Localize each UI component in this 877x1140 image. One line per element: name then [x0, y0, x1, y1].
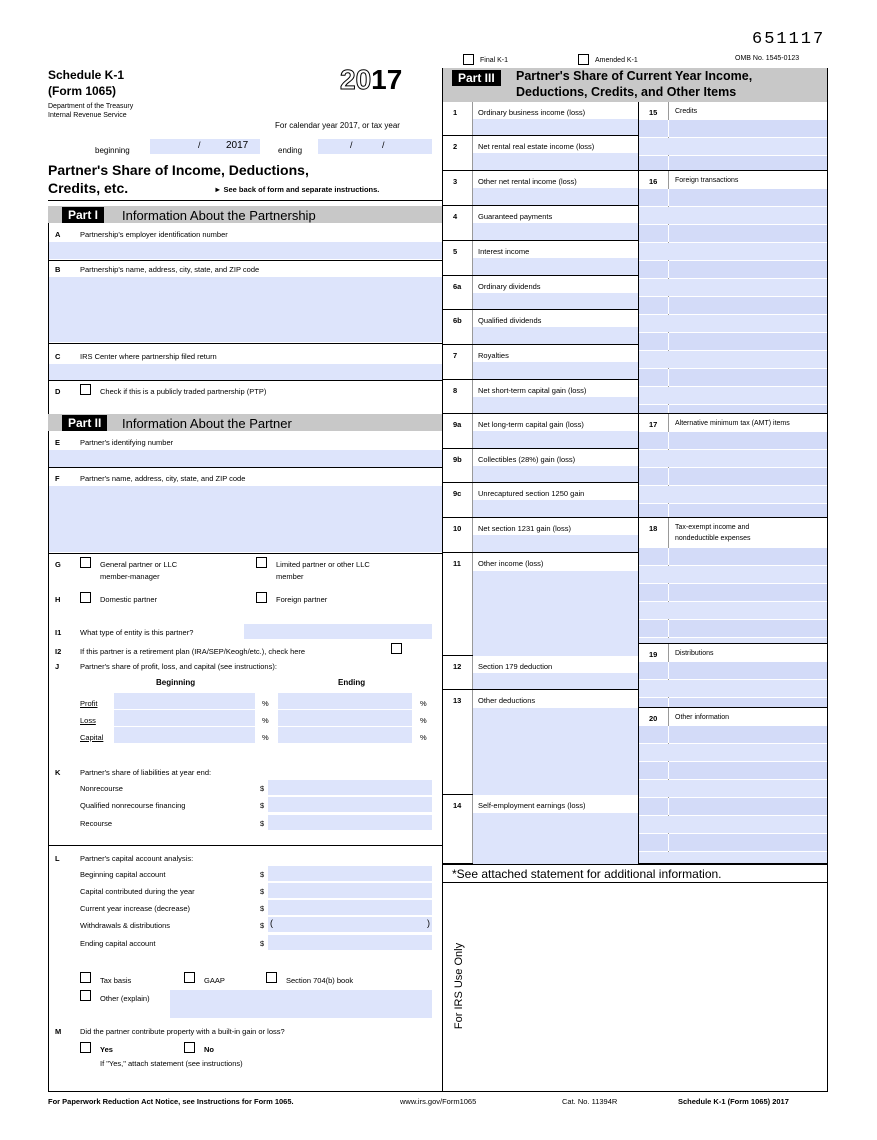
part3-line-number: 9a	[453, 420, 462, 429]
letter-j: J	[55, 662, 60, 671]
j-beginning-header: Beginning	[156, 678, 196, 687]
loss-beg-pct: %	[262, 716, 269, 725]
other-explain-field[interactable]	[170, 990, 432, 1018]
profit-beginning-field[interactable]	[114, 693, 255, 709]
ending-capital-dollar: $	[260, 939, 265, 948]
letter-h: H	[55, 595, 61, 604]
retirement-plan-label: If this partner is a retirement plan (IRA/SEP/Keogh/etc.), check here	[80, 647, 306, 656]
part3-right-line-19	[639, 644, 827, 708]
rule	[48, 260, 442, 261]
part1-title: Information About the Partnership	[122, 208, 316, 223]
code-column-divider	[668, 548, 669, 565]
tax-year	[340, 64, 402, 96]
part2-label: Part II	[62, 415, 107, 431]
code-column-divider	[668, 297, 669, 314]
profit-ending-field[interactable]	[278, 693, 412, 709]
foreign-partner-checkbox[interactable]	[256, 592, 267, 603]
main-title-2: Credits, etc.	[48, 180, 129, 196]
part2-title: Information About the Partner	[122, 416, 292, 431]
part3-line-16-entry[interactable]	[639, 279, 827, 296]
part3-line-15-entry[interactable]	[639, 138, 827, 155]
begin-year: 2017	[226, 140, 249, 151]
part3-line-number: 9b	[453, 455, 462, 464]
part3-line-label: Self-employment earnings (loss)	[478, 801, 586, 810]
tax-basis-label: Tax basis	[100, 976, 132, 985]
part3-line-20-entry[interactable]	[639, 816, 827, 833]
part3-line-20-entry[interactable]	[639, 744, 827, 761]
nonrecourse-field[interactable]	[268, 780, 432, 795]
footer-schedule: Schedule K-1 (Form 1065) 2017	[678, 1097, 789, 1106]
part3-line-4-amount[interactable]	[473, 223, 638, 240]
nonrecourse-dollar: $	[260, 784, 265, 793]
tax-year-beginning-field[interactable]	[150, 139, 260, 154]
letter-c: C	[55, 352, 61, 361]
part3-line-1-amount[interactable]	[473, 119, 638, 135]
part3-line-number: 4	[453, 212, 458, 221]
profit-beg-pct: %	[262, 699, 269, 708]
tax-year-ending-field[interactable]	[318, 139, 432, 154]
frame-right	[827, 68, 828, 1092]
form-code: 651117	[752, 30, 826, 49]
main-title-1: Partner's Share of Income, Deductions,	[48, 162, 309, 178]
part3-line-3-amount[interactable]	[473, 188, 638, 205]
code-column-divider	[668, 189, 669, 206]
paren-close: )	[427, 918, 430, 928]
part3-line-number: 17	[649, 420, 658, 429]
end-slash-1: /	[350, 140, 353, 150]
line-l-label: Partner's capital account analysis:	[80, 854, 194, 863]
part3-line-18-entry[interactable]	[639, 638, 827, 643]
recourse-field[interactable]	[268, 815, 432, 830]
entity-type-field[interactable]	[244, 624, 432, 639]
code-column-divider	[668, 504, 669, 517]
m-no-checkbox[interactable]	[184, 1042, 195, 1053]
withdrawals-label: Withdrawals & distributions	[80, 921, 171, 930]
part3-line-number: 5	[453, 247, 458, 256]
paren-open: (	[270, 918, 273, 928]
part3-line-11	[443, 553, 638, 656]
beginning-label: beginning	[95, 146, 130, 155]
letter-m: M	[55, 1027, 62, 1036]
part3-line-number: 10	[453, 524, 462, 533]
rule	[48, 553, 442, 554]
code-column-divider	[668, 432, 669, 449]
recourse-dollar: $	[260, 819, 265, 828]
frame-top-left	[48, 200, 442, 201]
part3-line-2-amount[interactable]	[473, 153, 638, 170]
other-explain-checkbox[interactable]	[80, 990, 91, 1001]
gaap-checkbox[interactable]	[184, 972, 195, 983]
j-ending-header: Ending	[338, 678, 366, 687]
part3-line-number: 14	[453, 801, 462, 810]
part3-line-10-amount[interactable]	[473, 535, 638, 552]
irs-service: Internal Revenue Service	[48, 112, 127, 119]
part3-line-number: 3	[453, 177, 458, 186]
amended-k1-checkbox[interactable]	[578, 54, 589, 65]
loss-beginning-field[interactable]	[114, 710, 255, 726]
line-f-label: Partner's name, address, city, state, and ZIP code	[80, 474, 246, 483]
m-yes-label: Yes	[100, 1045, 113, 1054]
current-year-increase-label: Current year increase (decrease)	[80, 904, 191, 913]
part3-line-label: Guaranteed payments	[478, 212, 553, 221]
year-outline: 20	[340, 64, 372, 95]
domestic-partner-checkbox[interactable]	[80, 592, 91, 603]
withdrawals-field[interactable]	[268, 917, 432, 932]
loss-ending-field[interactable]	[278, 710, 412, 726]
part3-line-label: Other deductions	[478, 696, 536, 705]
current-year-increase-dollar: $	[260, 904, 265, 913]
profit-label: Profit	[80, 699, 98, 708]
rule	[48, 380, 442, 381]
part3-line-number: 9c	[453, 489, 462, 498]
code-column-divider	[668, 156, 669, 170]
line-k-label: Partner's share of liabilities at year end:	[80, 768, 212, 777]
footer-url[interactable]: www.irs.gov/Form1065	[400, 1097, 477, 1106]
code-column-divider	[668, 225, 669, 242]
line-d-label: Check if this is a publicly traded partnership (PTP)	[100, 387, 267, 396]
partnership-ein-field[interactable]	[49, 242, 442, 259]
rule	[443, 882, 827, 883]
capital-end-pct: %	[420, 733, 427, 742]
partner-id-field[interactable]	[49, 450, 442, 467]
part3-line-14-amount[interactable]	[473, 813, 638, 864]
letter-a: A	[55, 230, 61, 239]
letter-k: K	[55, 768, 61, 777]
retirement-plan-checkbox[interactable]	[391, 643, 402, 654]
code-column-divider	[668, 468, 669, 485]
amended-k1-label: Amended K-1	[595, 57, 638, 64]
part3-line-17-entry[interactable]	[639, 486, 827, 503]
part3-line-20-entry[interactable]	[639, 852, 827, 863]
part3-line-label: Section 179 deduction	[478, 662, 553, 671]
part3-line-2	[443, 136, 638, 171]
letter-b: B	[55, 265, 61, 274]
part3-right-line-18	[639, 518, 827, 644]
part3-line-3	[443, 171, 638, 206]
line-j-label: Partner's share of profit, loss, and capital (see instructions):	[80, 662, 277, 671]
final-k1-label: Final K-1	[480, 57, 509, 64]
part3-line-number: 15	[649, 108, 658, 117]
part3-line-12	[443, 656, 638, 690]
year-bold: 17	[371, 64, 403, 95]
part3-right-line-17	[639, 414, 827, 518]
omb-number: OMB No. 1545-0123	[735, 55, 800, 62]
part3-line-13	[443, 690, 638, 795]
see-back-note: ► See back of form and separate instructions.	[214, 185, 380, 194]
final-k1-checkbox[interactable]	[463, 54, 474, 65]
part3-line-label: Ordinary dividends	[478, 282, 541, 291]
part3-line-label-2: nondeductible expenses	[675, 535, 751, 542]
part3-line-number: 2	[453, 142, 458, 151]
part3-line-16-entry[interactable]	[639, 315, 827, 332]
part3-line-number: 6b	[453, 316, 462, 325]
capital-ending-field[interactable]	[278, 727, 412, 743]
capital-contributed-label: Capital contributed during the year	[80, 887, 195, 896]
part3-right-line-20	[639, 708, 827, 864]
part3-line-number: 12	[453, 662, 462, 671]
withdrawals-dollar: $	[260, 921, 265, 930]
part3-line-6b-amount[interactable]	[473, 327, 638, 344]
part3-line-8	[443, 380, 638, 414]
part3-line-9a	[443, 414, 638, 449]
line-e-label: Partner's identifying number	[80, 438, 174, 447]
part3-right-line-15	[639, 102, 827, 171]
part3-line-9a-amount[interactable]	[473, 431, 638, 448]
part3-line-label: Other information	[675, 714, 730, 721]
partner-name-field[interactable]	[49, 486, 442, 552]
general-partner-checkbox[interactable]	[80, 557, 91, 568]
part3-line-9b	[443, 449, 638, 483]
department: Department of the Treasury	[48, 103, 134, 110]
current-year-increase-field[interactable]	[268, 900, 432, 915]
letter-l: L	[55, 854, 60, 863]
code-column-divider	[668, 726, 669, 743]
part3-line-number: 7	[453, 351, 458, 360]
code-column-divider	[668, 662, 669, 679]
part3-line-6a-amount[interactable]	[473, 293, 638, 309]
limited-partner-label-2: member	[276, 572, 304, 581]
part3-line-label: Qualified dividends	[478, 316, 542, 325]
part3-line-16-entry[interactable]	[639, 351, 827, 368]
beginning-capital-field[interactable]	[268, 866, 432, 881]
ending-label: ending	[278, 146, 303, 155]
part3-line-13-amount[interactable]	[473, 708, 638, 795]
part3-line-1	[443, 102, 638, 136]
part3-line-label: Collectibles (28%) gain (loss)	[478, 455, 576, 464]
sec704-checkbox[interactable]	[266, 972, 277, 983]
general-partner-label: General partner or LLC	[100, 560, 178, 569]
ptp-checkbox[interactable]	[80, 384, 91, 395]
part3-line-number: 19	[649, 650, 658, 659]
part3-line-label: Tax-exempt income and	[675, 524, 750, 531]
part3-line-number: 13	[453, 696, 462, 705]
part3-line-12-amount[interactable]	[473, 673, 638, 689]
code-column-divider	[668, 369, 669, 386]
capital-contributed-field[interactable]	[268, 883, 432, 898]
loss-end-pct: %	[420, 716, 427, 725]
ending-capital-label: Ending capital account	[80, 939, 156, 948]
capital-contributed-dollar: $	[260, 887, 265, 896]
letter-i1: I1	[55, 628, 62, 637]
part3-line-8-amount[interactable]	[473, 397, 638, 413]
part3-line-18-entry[interactable]	[639, 566, 827, 583]
part3-line-label: Distributions	[675, 650, 714, 657]
part3-line-number: 20	[649, 714, 658, 723]
part3-line-16-entry[interactable]	[639, 207, 827, 224]
part3-line-label: Net section 1231 gain (loss)	[478, 524, 571, 533]
rule	[48, 467, 442, 468]
line-b-label: Partnership's name, address, city, state, and ZIP code	[80, 265, 260, 274]
part3-line-label: Net short-term capital gain (loss)	[478, 386, 587, 395]
rule	[443, 864, 827, 865]
profit-end-pct: %	[420, 699, 427, 708]
partnership-name-field[interactable]	[49, 277, 442, 342]
part3-line-4	[443, 206, 638, 241]
part3-right-line-16	[639, 171, 827, 414]
frame-bottom	[48, 1091, 828, 1092]
part3-line-17-entry[interactable]	[639, 450, 827, 467]
loss-label: Loss	[80, 716, 96, 725]
letter-g: G	[55, 560, 61, 569]
part3-line-label: Ordinary business income (loss)	[478, 108, 586, 117]
part3-line-label: Unrecaptured section 1250 gain	[478, 489, 585, 498]
beginning-capital-label: Beginning capital account	[80, 870, 166, 879]
part3-title-1: Partner's Share of Current Year Income,	[516, 69, 753, 83]
part3-line-number: 8	[453, 386, 458, 395]
part3-label: Part III	[452, 70, 501, 86]
rule	[48, 845, 442, 846]
m-if-yes-note: If "Yes," attach statement (see instructions)	[100, 1059, 243, 1068]
part3-line-6a	[443, 276, 638, 310]
qualified-nonrecourse-label: Qualified nonrecourse financing	[80, 801, 186, 810]
part3-line-7	[443, 345, 638, 380]
domestic-partner-label: Domestic partner	[100, 595, 158, 604]
code-column-divider	[668, 762, 669, 779]
part3-line-6b	[443, 310, 638, 345]
capital-beg-pct: %	[262, 733, 269, 742]
letter-f: F	[55, 474, 60, 483]
part3-line-10	[443, 518, 638, 553]
part3-line-label: Other net rental income (loss)	[478, 177, 577, 186]
qualified-nonrecourse-dollar: $	[260, 801, 265, 810]
ending-capital-field[interactable]	[268, 935, 432, 950]
part3-line-18-entry[interactable]	[639, 602, 827, 619]
part3-line-number: 11	[453, 559, 461, 568]
letter-i2: I2	[55, 647, 62, 656]
m-no-label: No	[204, 1045, 214, 1054]
gaap-label: GAAP	[204, 976, 225, 985]
qualified-nonrecourse-field[interactable]	[268, 797, 432, 812]
part3-line-9b-amount[interactable]	[473, 466, 638, 482]
part1-label: Part I	[62, 207, 104, 223]
code-column-divider	[668, 834, 669, 851]
form-title: (Form 1065)	[48, 84, 117, 98]
code-column-divider	[668, 620, 669, 637]
footer-cat: Cat. No. 11394R	[562, 1097, 618, 1106]
part3-line-7-amount[interactable]	[473, 362, 638, 379]
beginning-capital-dollar: $	[260, 870, 265, 879]
part3-line-5-amount[interactable]	[473, 258, 638, 275]
irs-center-field[interactable]	[49, 364, 442, 380]
part3-line-9c-amount[interactable]	[473, 500, 638, 517]
limited-partner-label: Limited partner or other LLC	[276, 560, 370, 569]
part3-line-16-entry[interactable]	[639, 387, 827, 404]
code-column-divider	[668, 405, 669, 413]
part3-line-14	[443, 795, 638, 864]
part3-line-16-entry[interactable]	[639, 243, 827, 260]
other-explain-label: Other (explain)	[100, 994, 150, 1003]
attached-statement-note: *See attached statement for additional information.	[452, 867, 722, 881]
part3-line-11-amount[interactable]	[473, 571, 638, 656]
part3-line-label: Alternative minimum tax (AMT) items	[675, 420, 790, 427]
code-column-divider	[668, 798, 669, 815]
nonrecourse-label: Nonrecourse	[80, 784, 123, 793]
calendar-year-text: For calendar year 2017, or tax year	[275, 121, 400, 130]
letter-d: D	[55, 387, 61, 396]
schedule-title: Schedule K-1	[48, 68, 125, 82]
foreign-partner-label: Foreign partner	[276, 595, 328, 604]
code-column-divider	[668, 333, 669, 350]
part3-line-label: Interest income	[478, 247, 530, 256]
end-slash-2: /	[382, 140, 385, 150]
part3-line-label: Credits	[675, 108, 698, 115]
part3-line-label: Other income (loss)	[478, 559, 544, 568]
part3-line-label: Foreign transactions	[675, 177, 739, 184]
tax-basis-checkbox[interactable]	[80, 972, 91, 983]
part3-line-5	[443, 241, 638, 276]
part3-line-20-entry[interactable]	[639, 780, 827, 797]
code-column-divider	[668, 698, 669, 707]
line-c-label: IRS Center where partnership filed return	[80, 352, 217, 361]
limited-partner-checkbox[interactable]	[256, 557, 267, 568]
capital-label: Capital	[80, 733, 104, 742]
part3-line-label: Net rental real estate income (loss)	[478, 142, 595, 151]
part3-line-label: Net long-term capital gain (loss)	[478, 420, 584, 429]
part3-title-2: Deductions, Credits, and Other Items	[516, 85, 737, 99]
code-column-divider	[668, 120, 669, 137]
letter-e: E	[55, 438, 61, 447]
part3-line-number: 6a	[453, 282, 462, 291]
part3-line-label: Royalties	[478, 351, 509, 360]
footer-paperwork: For Paperwork Reduction Act Notice, see Instructions for Form 1065.	[48, 1097, 294, 1106]
line-a-label: Partnership's employer identification number	[80, 230, 228, 239]
general-partner-label-2: member-manager	[100, 572, 160, 581]
entity-type-label: What type of entity is this partner?	[80, 628, 194, 637]
line-m-label: Did the partner contribute property with a built-in gain or loss?	[80, 1027, 285, 1036]
part3-line-9c	[443, 483, 638, 518]
part3-line-number: 1	[453, 108, 458, 117]
begin-slash: /	[198, 140, 201, 150]
rule	[48, 343, 442, 344]
part3-line-number: 16	[649, 177, 658, 186]
part3-line-19-entry[interactable]	[639, 680, 827, 697]
part3-line-number: 18	[649, 524, 658, 533]
recourse-label: Recourse	[80, 819, 113, 828]
irs-use-only: For IRS Use Only	[453, 942, 466, 1030]
code-column-divider	[668, 584, 669, 601]
code-column-divider	[668, 261, 669, 278]
capital-beginning-field[interactable]	[114, 727, 255, 743]
m-yes-checkbox[interactable]	[80, 1042, 91, 1053]
sec704-label: Section 704(b) book	[286, 976, 354, 985]
